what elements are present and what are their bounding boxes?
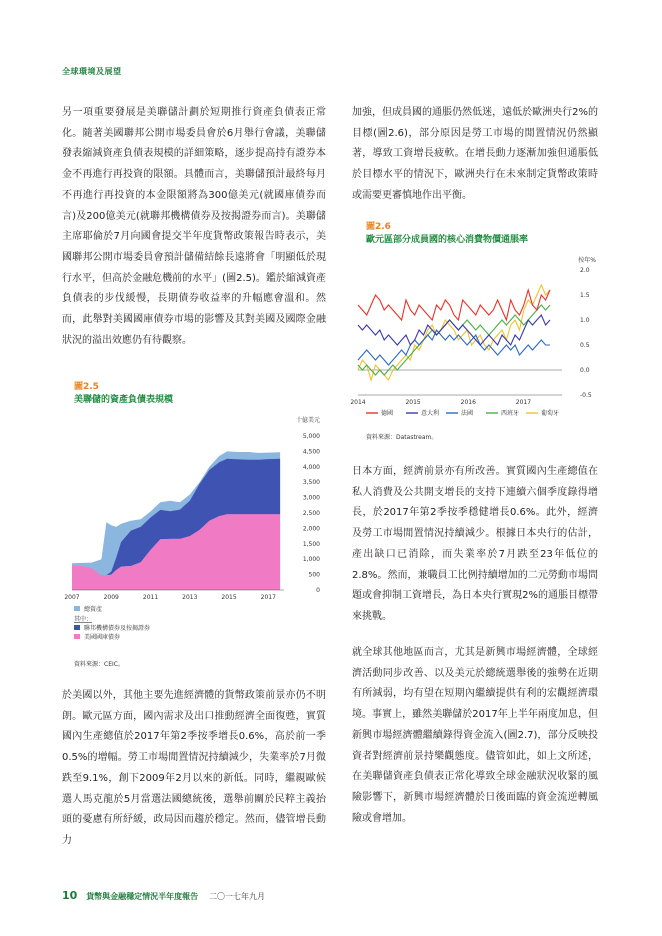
fig26-ytick-label: 2.0 (580, 267, 590, 274)
fig26-legend-label-4: 葡萄牙 (541, 410, 560, 417)
fig26-xtick-label: 2014 (350, 399, 366, 406)
fig25-chart (62, 410, 324, 680)
fig26-xtick-label: 2016 (460, 399, 476, 406)
fig26-legend-label-3: 西班牙 (501, 410, 520, 417)
fig25-legend-swatch-agency (74, 625, 80, 630)
fig25-title: 美聯儲的資產負債表規模 (74, 395, 174, 405)
fig26-unit-label: 按年% (578, 257, 596, 264)
page-number: 10 (62, 889, 78, 902)
fig25-xtick-label: 2015 (221, 594, 237, 601)
fig25-ytick-label: 500 (308, 571, 320, 579)
fig26-source: 資料來源：Datastream。 (366, 434, 438, 441)
fig26-number: 圖2.6 (366, 222, 391, 232)
fig25-ytick-label: 5,000 (302, 433, 320, 440)
fig25-number: 圖2.5 (74, 382, 99, 392)
fig25-source: 資料來源：CEIC。 (74, 661, 124, 668)
fig26-legend-label-0: 德國 (381, 410, 394, 417)
fig25-legend-agency: 聯邦機構債券及按揭證券 (84, 625, 151, 632)
fig25-legend-of-which: 其中： (74, 616, 93, 623)
fig25-xtick-label: 2017 (260, 594, 276, 601)
fig26-ytick-label: 1.0 (580, 317, 590, 324)
fig25-unit-label: 十億美元 (295, 417, 320, 424)
fig26-title-block (366, 221, 596, 247)
fig25-ytick-label: 4,000 (302, 463, 320, 471)
right-paragraph-3: 就全球其他地區而言，尤其是新興市場經濟體，全球經濟活動同步改善、以及美元於總統選舉後的強勢在近期有所減弱，均有望在短期內繼續提供有利的宏觀經濟環境。事實上，雖然美聯儲於2017年上半年兩度加息，但新興市場經濟體繼續錄得資金流入(圖2.7)，部分反映投資者對經濟前景持樂觀態度。儘管如此，如上文所述，在美聯儲資產負債表正常化導致全球金融狀況收緊的風險影響下，新興市場經濟體於日後面臨的資金流逆轉風險或會增加。 (352, 647, 598, 824)
publication-name: 貨幣與金融穩定情況半年度報告 (86, 892, 199, 901)
left-paragraph-2: 於美國以外，其他主要先進經濟體的貨幣政策前景亦仍不明朗。歐元區方面，國內需求及出口推動經濟全面復甦，實質國內生產總值於2017年第2季按季增長0.6%，高於前一季0.5%的增幅。勞工市場閒置情況持續減少，失業率於7月微跌至9.1%，創下2009年2月以來的新低。同時，繼親歐候選人馬克龍於5月當選法國總統後，選舉前關於民粹主義抬頭的憂慮有所紓緩，政局因而趨於穩定。然而，儘管增長動力 (62, 690, 326, 846)
fig25-legend-swatch-total (74, 606, 80, 611)
fig25-ytick-label: 1,500 (302, 540, 320, 548)
fig25-xtick-label: 2011 (142, 594, 159, 601)
fig26-line-4 (358, 285, 550, 380)
left-paragraph-1: 另一項重要發展是美聯儲計劃於短期推行資產負債表正常化。隨著美國聯邦公開市場委員會於6月舉行會議，美聯儲發表縮減資產負債表規模的詳細策略，逐步提高持有證券本金不再進行再投資的限額。具體而言，美聯儲預計最終每月不再進行再投資的本金限額將為300億美元(就國庫債券而言)及200億美元(就聯邦機構債券及按揭證券而言)。美聯儲主席耶倫於7月向國會提交半年度貨幣政策報告時表示，美國聯邦公開市場委員會預計儲備結餘長遠將會「明顯低於現行水平，但高於金融危機前的水平」(圖2.5)。鑑於縮減資產負債表的步伐緩慢，長期債券收益率的升幅應會溫和。然而，此舉對美國國庫債券市場的影響及其對美國及國際金融狀況的溢出效應仍有待觀察。 (62, 107, 326, 346)
fig26-line-0 (358, 290, 550, 320)
fig25-ytick-label: 2,000 (302, 525, 320, 533)
fig25-legend-total: 總資產 (84, 606, 103, 613)
fig25-legend-treasury: 美國國庫債券 (84, 634, 121, 641)
fig25-ytick-label: 2,500 (302, 510, 320, 517)
fig26-legend-label-2: 法國 (461, 410, 474, 417)
fig26-ytick-label: 1.5 (580, 292, 590, 299)
right-paragraph-1: 加強，但成員國的通脹仍然低迷，遠低於歐洲央行2%的目標(圖2.6)，部分原因是勞工市場的閒置情況仍然顯著，導致工資增長疲軟。在增長動力逐漸加強但通脹低於目標水平的情況下，歐洲央行在未來制定貨幣政策時或需要更審慎地作出平衡。 (352, 107, 598, 201)
fig26-ytick-label: 0.0 (580, 367, 590, 374)
fig25-xtick-label: 2007 (64, 594, 80, 601)
fig25-ytick-label: 3,000 (302, 494, 320, 502)
fig25-xtick-label: 2009 (103, 594, 119, 601)
fig25-ytick-label: 3,500 (302, 479, 320, 487)
page-footer (62, 889, 265, 902)
fig25-xtick-label: 2013 (182, 594, 198, 601)
fig25-title-block (74, 381, 314, 407)
fig25-ytick-label: 4,500 (302, 448, 320, 456)
fig26-chart (352, 252, 602, 424)
fig25-ytick-label: 1,000 (302, 556, 320, 564)
fig26-xtick-label: 2015 (405, 399, 421, 406)
fig26-xtick-label: 2017 (515, 399, 532, 406)
right-paragraph-2: 日本方面，經濟前景亦有所改善。實質國內生產總值在私人消費及公共開支增長的支持下連續六個季度錄得增長，於2017年第2季按季穩健增長0.6%。此外，經濟及勞工市場閒置情況持續減少。根據日本央行的估計，產出缺口已消除，而失業率於7月跌至23年低位的2.8%。然而，兼職員工比例持續增加的二元勞動市場問題或會抑制工資增長，為日本央行實現2%的通脹目標帶來挑戰。 (352, 466, 598, 622)
fig25-ytick-label: 0 (316, 587, 320, 594)
running-header: 全球環境及展望 (62, 67, 122, 76)
fig26-title: 歐元區部分成員國的核心消費物價通脹率 (366, 235, 529, 245)
fig26-ytick-label: -0.5 (580, 392, 592, 399)
fig26-ytick-label: 0.5 (580, 342, 590, 349)
fig26-legend-label-1: 意大利 (421, 410, 440, 417)
fig25-legend-swatch-treasury (74, 634, 80, 639)
publication-date: 二〇一七年九月 (209, 892, 266, 901)
